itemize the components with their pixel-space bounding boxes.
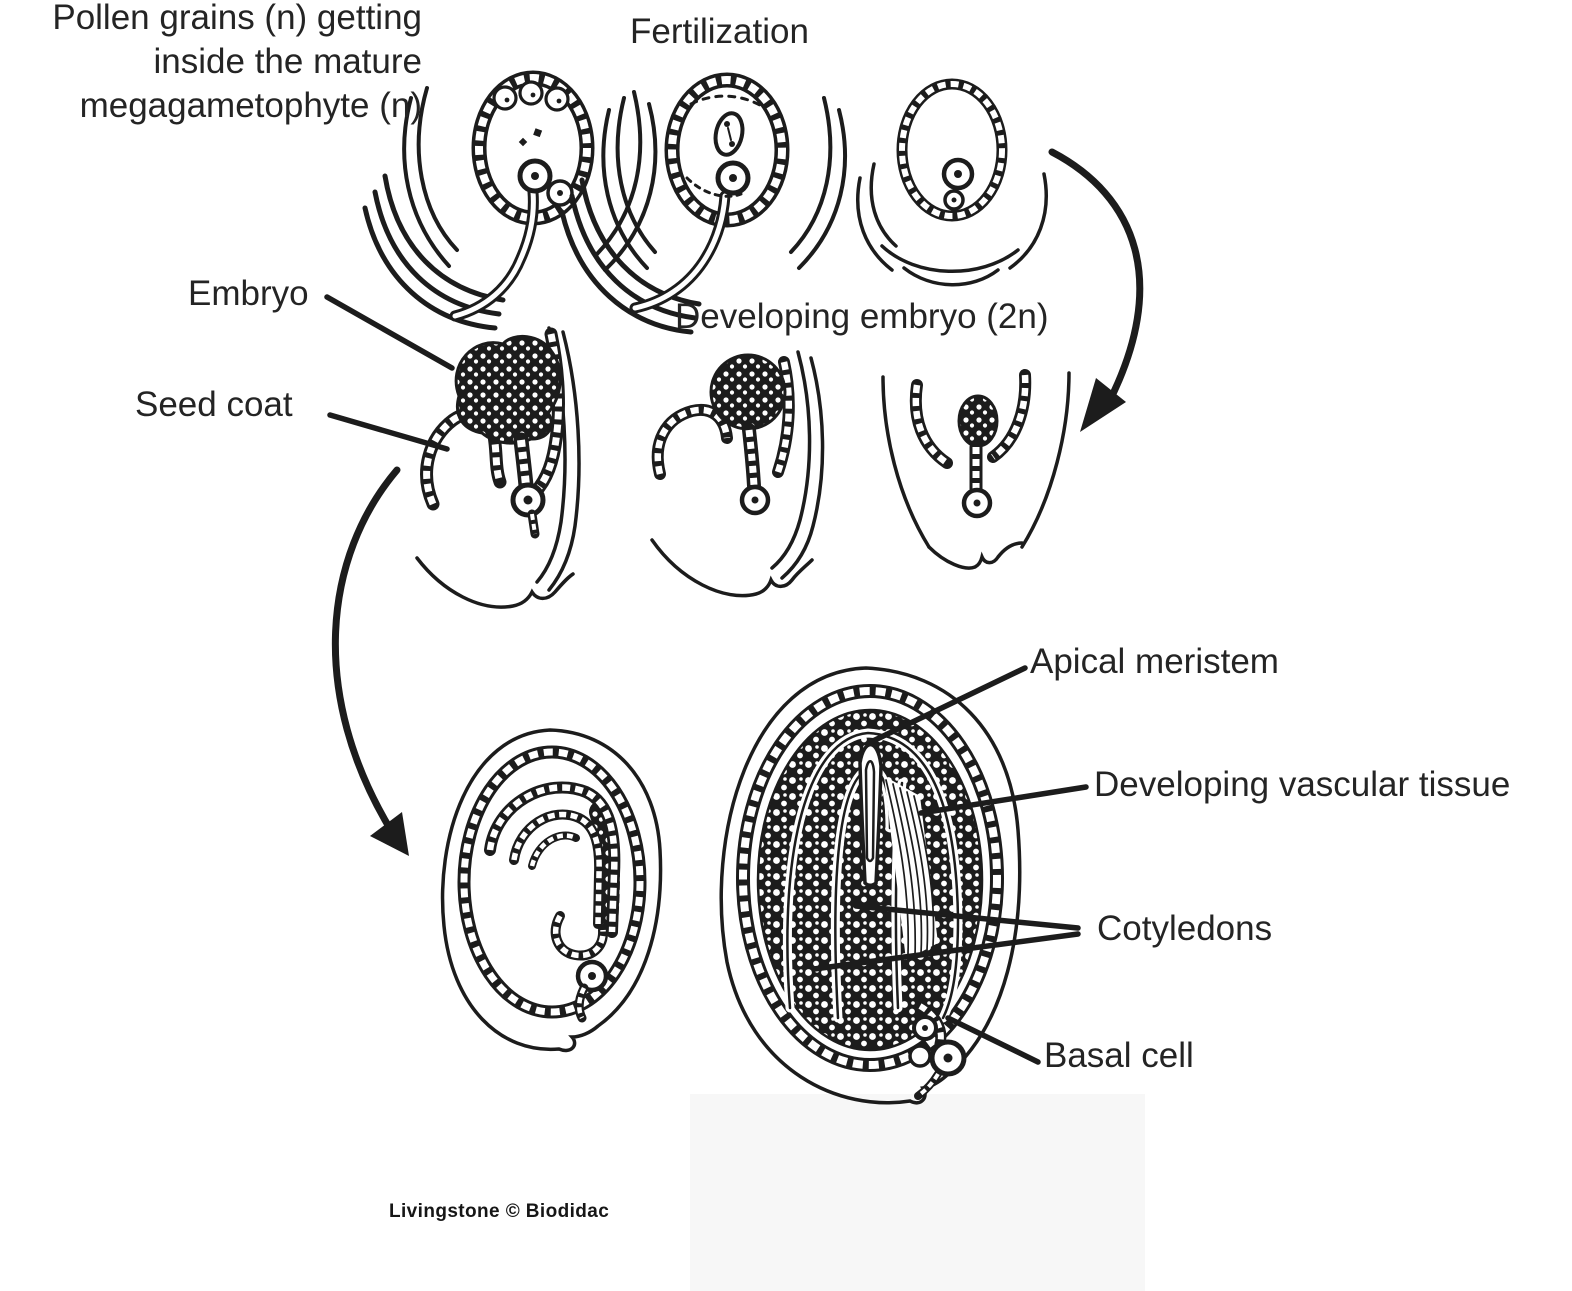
embryo-proper bbox=[711, 355, 785, 429]
basal-cell-label: Basal cell bbox=[1044, 1036, 1194, 1075]
shaded-background-strip bbox=[690, 1094, 1145, 1291]
curled-embryo-inner bbox=[514, 814, 599, 924]
embryo-label: Embryo bbox=[188, 274, 309, 313]
embryo-proper bbox=[456, 336, 560, 443]
arrow-to-mature-seed bbox=[335, 470, 409, 856]
arrow-fertilization-to-embryo bbox=[1052, 152, 1140, 432]
apical-meristem-label: Apical meristem bbox=[1030, 642, 1279, 681]
mature-seed-section bbox=[721, 668, 1019, 1103]
developing-embryo-stage-3 bbox=[883, 373, 1069, 568]
seed-coat-pointer-line bbox=[330, 415, 447, 449]
pollen-caption-line-2: inside the mature bbox=[153, 42, 422, 82]
fertilization-caption: Fertilization bbox=[630, 12, 809, 51]
developing-vascular-tissue-label: Developing vascular tissue bbox=[1094, 765, 1511, 804]
ovule-stage-3 bbox=[858, 84, 1046, 285]
pollen-caption-line-3: megagametophyte (n) bbox=[79, 86, 422, 126]
embryo-proper bbox=[959, 396, 997, 446]
pollen-caption-line-1: Pollen grains (n) getting bbox=[52, 0, 422, 37]
cotyledons-label: Cotyledons bbox=[1097, 909, 1273, 948]
credit-text: Livingstone © Biodidac bbox=[389, 1201, 610, 1222]
young-seed-section bbox=[443, 730, 661, 1050]
developing-embryo-stage-2 bbox=[652, 352, 823, 596]
ovule-outline bbox=[443, 730, 661, 1050]
developing-embryo-caption: Developing embryo (2n) bbox=[675, 297, 1049, 336]
seed-coat-label: Seed coat bbox=[135, 385, 293, 424]
pollen-grains-caption bbox=[0, 0, 422, 128]
developing-embryo-stage-1 bbox=[417, 328, 579, 607]
